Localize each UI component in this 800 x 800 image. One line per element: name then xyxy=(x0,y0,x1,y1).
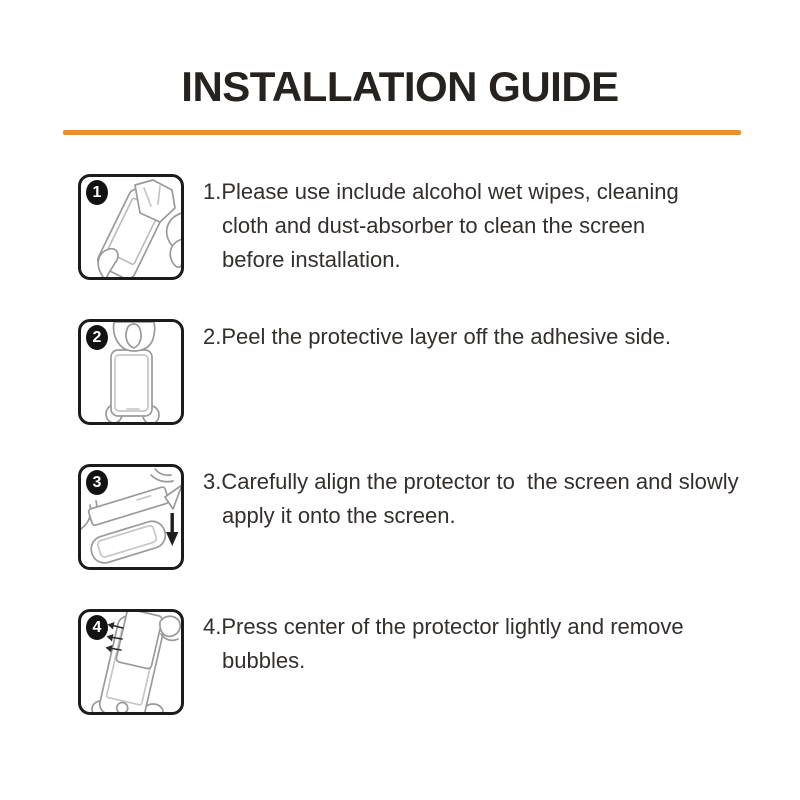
step-text-line: 3.Carefully align the protector to the screen and slowly xyxy=(203,469,739,494)
step-number: 3 xyxy=(92,473,102,491)
step-1-number-badge xyxy=(86,180,108,205)
step-number: 4 xyxy=(92,618,102,636)
step-text-line: cloth and dust-absorber to clean the screen xyxy=(222,213,646,238)
down-arrow xyxy=(166,513,178,546)
step-4-number-badge xyxy=(86,615,108,640)
steps-list xyxy=(78,174,758,754)
step-2-illustration-box xyxy=(78,319,184,425)
step-2-text xyxy=(203,319,671,354)
step-1-illustration-box xyxy=(78,174,184,280)
step-row-1 xyxy=(78,174,758,280)
step-number: 1 xyxy=(92,183,102,201)
step-row-3 xyxy=(78,464,758,570)
step-4-illustration-box xyxy=(78,609,184,715)
step-text-line: 4.Press center of the protector lightly and remove xyxy=(203,614,684,639)
phone-below xyxy=(88,518,169,566)
step-2-number-badge xyxy=(86,325,108,350)
step-text-line: 2.Peel the protective layer off the adhesive side. xyxy=(203,324,671,349)
pinching-hand xyxy=(114,322,155,351)
step-1-text xyxy=(203,174,679,277)
right-hand xyxy=(151,469,173,482)
pressing-hand xyxy=(160,616,180,640)
protector-film xyxy=(111,350,152,416)
step-row-2 xyxy=(78,319,758,425)
step-text-line: bubbles. xyxy=(222,648,306,673)
page-title: INSTALLATION GUIDE xyxy=(181,63,619,110)
step-3-number-badge xyxy=(86,470,108,495)
step-number: 2 xyxy=(92,328,102,346)
step-text-line: 1.Please use include alcohol wet wipes, cleaning xyxy=(203,179,679,204)
step-3-text xyxy=(203,464,739,533)
step-text-line: apply it onto the screen. xyxy=(222,503,456,528)
step-text-line: before installation. xyxy=(222,247,401,272)
title-divider xyxy=(63,130,741,135)
step-row-4 xyxy=(78,609,758,715)
step-4-text xyxy=(203,609,684,678)
step-3-illustration-box xyxy=(78,464,184,570)
